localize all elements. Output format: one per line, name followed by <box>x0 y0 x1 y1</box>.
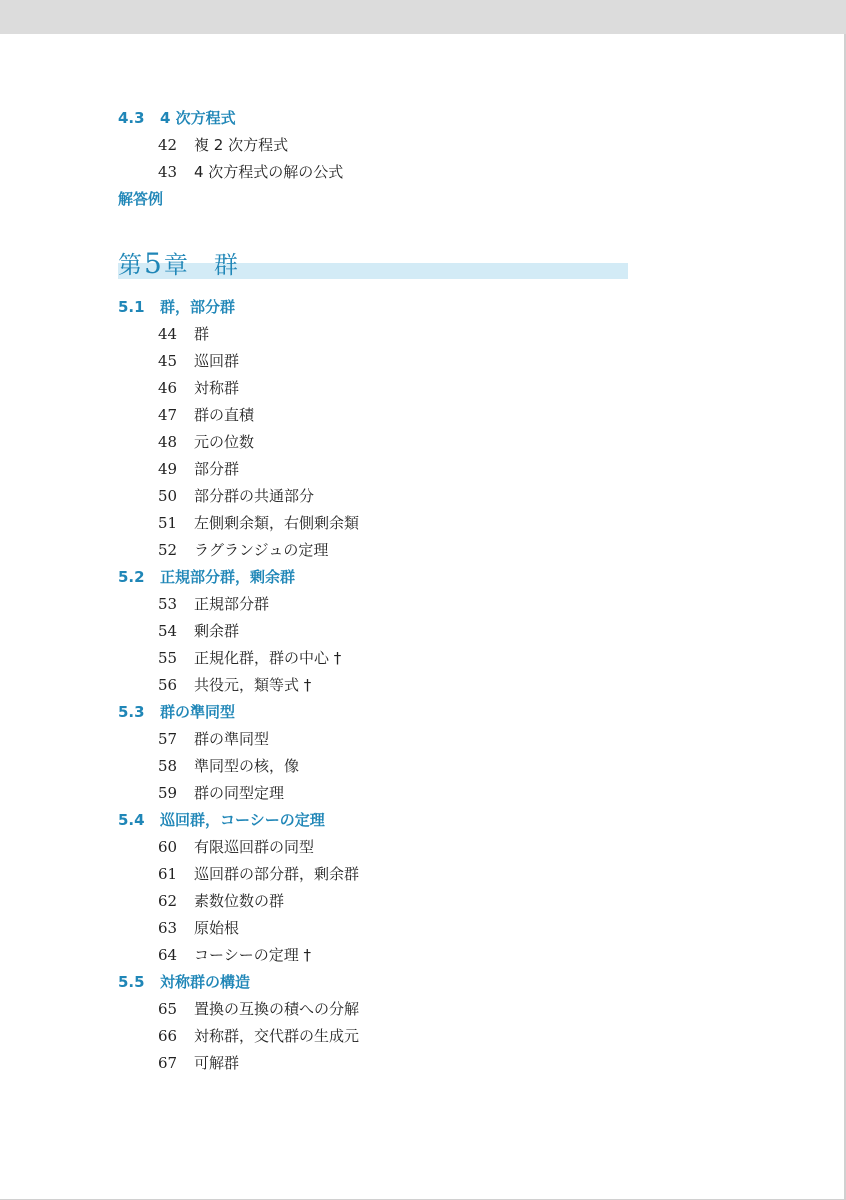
section-title: 4 次方程式 <box>160 109 236 127</box>
item-title: 群 <box>194 325 210 343</box>
chapter-number: 5 <box>144 247 162 280</box>
item-number: 46 <box>158 379 178 397</box>
toc-section-entry[interactable] <box>118 108 236 128</box>
item-title: コーシーの定理 † <box>194 946 311 964</box>
item-title: 群の同型定理 <box>194 784 285 802</box>
toc-item-entry[interactable] <box>158 891 284 911</box>
item-number: 42 <box>158 136 178 154</box>
toc-item-entry[interactable] <box>158 864 359 884</box>
toc-section-entry[interactable] <box>118 810 325 830</box>
item-number: 50 <box>158 487 178 505</box>
toc-item-entry[interactable] <box>158 1026 359 1046</box>
item-number: 62 <box>158 892 178 910</box>
item-title: ラグランジュの定理 <box>194 541 329 559</box>
toc-item-entry[interactable] <box>158 756 299 776</box>
toc-section-entry[interactable] <box>118 297 235 317</box>
toc-item-entry[interactable] <box>158 729 269 749</box>
item-number: 61 <box>158 865 178 883</box>
item-title: 4 次方程式の解の公式 <box>194 163 344 181</box>
item-number: 45 <box>158 352 178 370</box>
item-number: 67 <box>158 1054 178 1072</box>
toc-item-entry[interactable] <box>158 675 311 695</box>
chapter-heading-text <box>118 248 238 280</box>
chapter-title: 群 <box>213 251 238 279</box>
section-number: 4.3 <box>118 109 145 127</box>
section-title: 対称群の構造 <box>160 973 251 991</box>
toc-item-entry[interactable] <box>158 405 254 425</box>
toc-item-entry[interactable] <box>158 432 254 452</box>
item-title: 置換の互換の積への分解 <box>194 1000 360 1018</box>
item-title: 準同型の核，像 <box>194 757 300 775</box>
toc-item-entry[interactable] <box>158 1053 239 1073</box>
toc-item-entry[interactable] <box>158 945 311 965</box>
top-gray-bar <box>0 0 846 34</box>
toc-section-entry[interactable] <box>118 567 295 587</box>
toc-answers-entry[interactable]: 解答例 <box>118 190 164 208</box>
item-number: 47 <box>158 406 178 424</box>
item-number: 56 <box>158 676 178 694</box>
item-title: 正規化群，群の中心 † <box>194 649 342 667</box>
toc-item-entry[interactable] <box>158 351 239 371</box>
toc-section-entry[interactable] <box>118 702 235 722</box>
item-number: 43 <box>158 163 178 181</box>
item-title: 有限巡回群の同型 <box>194 838 315 856</box>
toc-item-entry[interactable] <box>158 918 239 938</box>
toc-item-entry[interactable] <box>158 999 359 1019</box>
toc-item-entry[interactable] <box>158 594 269 614</box>
item-title: 群の準同型 <box>194 730 270 748</box>
item-number: 51 <box>158 514 178 532</box>
toc-item-entry[interactable] <box>158 513 359 533</box>
item-number: 57 <box>158 730 178 748</box>
section-number: 5.2 <box>118 568 145 586</box>
chapter-heading <box>118 248 628 282</box>
toc-section-entry[interactable] <box>118 972 250 992</box>
item-title: 巡回群の部分群，剰余群 <box>194 865 360 883</box>
toc-item-entry[interactable] <box>158 783 284 803</box>
item-number: 53 <box>158 595 178 613</box>
item-title: 左側剰余類，右側剰余類 <box>194 514 360 532</box>
item-number: 65 <box>158 1000 178 1018</box>
section-title: 巡回群，コーシーの定理 <box>160 811 325 829</box>
item-title: 群の直積 <box>194 406 255 424</box>
toc-item-entry[interactable] <box>158 324 209 344</box>
toc-item-entry[interactable] <box>158 162 343 182</box>
item-title: 部分群 <box>194 460 240 478</box>
item-title: 共役元，類等式 † <box>194 676 312 694</box>
item-number: 64 <box>158 946 178 964</box>
item-number: 58 <box>158 757 178 775</box>
item-number: 63 <box>158 919 178 937</box>
toc-item-entry[interactable] <box>158 378 239 398</box>
chapter-prefix: 第 <box>118 251 142 279</box>
item-title: 対称群 <box>194 379 240 397</box>
item-title: 正規部分群 <box>194 595 270 613</box>
item-title: 可解群 <box>194 1054 240 1072</box>
toc-item-entry[interactable] <box>158 540 328 560</box>
chapter-suffix: 章 <box>163 251 188 279</box>
item-number: 66 <box>158 1027 178 1045</box>
item-title: 元の位数 <box>194 433 255 451</box>
section-title: 群，部分群 <box>160 298 236 316</box>
toc-item-entry[interactable] <box>158 486 314 506</box>
section-title: 群の準同型 <box>160 703 236 721</box>
item-number: 52 <box>158 541 178 559</box>
section-number: 5.5 <box>118 973 145 991</box>
item-title: 部分群の共通部分 <box>194 487 315 505</box>
section-number: 5.1 <box>118 298 145 316</box>
section-number: 5.4 <box>118 811 145 829</box>
section-number: 5.3 <box>118 703 145 721</box>
section-title: 正規部分群，剰余群 <box>160 568 296 586</box>
toc-item-entry[interactable] <box>158 648 341 668</box>
item-title: 巡回群 <box>194 352 240 370</box>
item-title: 対称群，交代群の生成元 <box>194 1027 360 1045</box>
item-title: 剰余群 <box>194 622 240 640</box>
item-title: 原始根 <box>194 919 240 937</box>
item-number: 48 <box>158 433 178 451</box>
item-number: 54 <box>158 622 178 640</box>
item-number: 44 <box>158 325 178 343</box>
item-number: 55 <box>158 649 178 667</box>
item-title: 素数位数の群 <box>194 892 285 910</box>
item-number: 59 <box>158 784 178 802</box>
toc-item-entry[interactable] <box>158 837 314 857</box>
item-number: 60 <box>158 838 178 856</box>
item-title: 複 2 次方程式 <box>194 136 289 154</box>
toc-item-entry[interactable] <box>158 135 288 155</box>
toc-item-entry[interactable] <box>158 621 239 641</box>
toc-item-entry[interactable] <box>158 459 239 479</box>
item-number: 49 <box>158 460 178 478</box>
